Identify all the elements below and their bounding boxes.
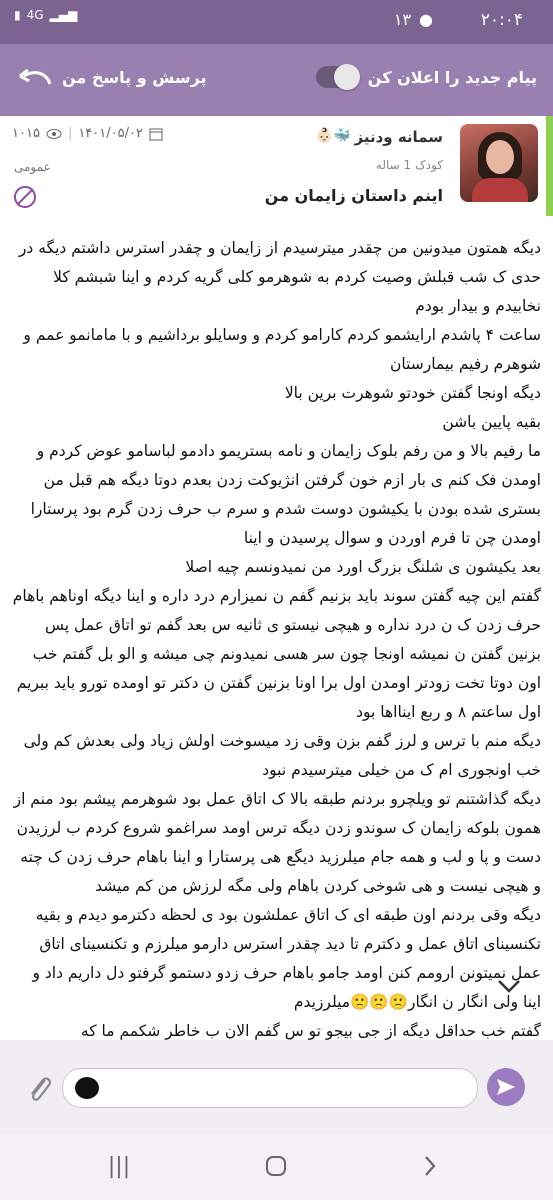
- ban-icon[interactable]: [14, 186, 36, 208]
- notify-label: پیام جدید را اعلان کن: [367, 67, 537, 87]
- message-input[interactable]: [62, 1068, 478, 1108]
- avatar-face: [486, 140, 514, 174]
- toggle-knob: [334, 64, 360, 90]
- send-icon: [496, 1078, 516, 1096]
- view-count: ۱۰۱۵: [12, 126, 40, 141]
- paragraph: ما رفیم بالا و من رفم بلوک زایمان و نامه بستریمو دادمو لباسامو عوض کردم و اومدن فک کنم ی بار ازم خون گرفتن انژیوکت زدن بعدم دوتا دیگه هم قبل من بستری شده بودن با یکیشون دوست شدم و سرم ب حرف زدن گرم بود پرستارا اومدن چن تا فرم اوردن و سوال پرسیدن و اینا: [30, 442, 541, 547]
- author-emoji: 🐳👶🏻: [315, 128, 351, 144]
- divider: |: [67, 126, 73, 141]
- status-bar: [0, 0, 553, 44]
- recents-button[interactable]: |||: [107, 1153, 131, 1179]
- accent-bar: [546, 116, 553, 216]
- notification-count: ۱۳: [393, 10, 412, 29]
- paperclip-icon[interactable]: [25, 1072, 55, 1108]
- post-meta: [12, 126, 163, 141]
- notify-toggle[interactable]: [316, 66, 358, 88]
- notification-area: [394, 10, 433, 29]
- chevron-down-icon[interactable]: [494, 972, 524, 1000]
- paragraph: ساعت ۴ پاشدم ارایشمو کردم کارامو کردم و وسایلو برداشیم و با مامانمو عمم و شوهرم رفیم بیمارستان: [23, 326, 541, 373]
- paragraph: دیگه منم با ترس و لرز گفم بزن وقی زد میسوخت اولش زیاد ولی بعدش کم ولی خب اونجوری ام ک من خیلی میترسیدم نبود: [23, 732, 541, 779]
- network-indicators: [14, 8, 77, 22]
- post-subject: اینم داستان زایمان من: [264, 186, 443, 205]
- paragraph: دیگه گذاشتنم تو ویلچرو بردنم طبقه بالا ک اتاق عمل بود شوهرمم پیشم بود منم از همون بلوکه زایمان ک سوندو زدن دیگه ترس اومد سراغمو شروع کردم ب لرزیدن دست و پا و لب و همه جام میلرزید دیگع هی پرستارا و اینا باهام حرف زدن ک چته و هیچی نیست و هی شوخی کردن باهام ولی مگه لرزش من کم میشد: [13, 790, 541, 895]
- emoji-icon[interactable]: [75, 1077, 99, 1099]
- avatar[interactable]: [460, 124, 538, 202]
- signal-icon: ▂▄▆: [49, 8, 78, 22]
- my-qa-label: پرسش و پاسخ من: [62, 67, 207, 87]
- battery-icon: ▮: [14, 8, 21, 22]
- post-header: [0, 116, 553, 217]
- paragraph: گفتم این چیه گفتن سوند باید بزنیم گفم ن نمیزارم درد داره و اینا دیگه اوناهم باهام حرف زدن ک ن درد نداره و هیچی نیستو ی ثانیه س بعد گفم تو اتاق عمل پس بزنین گفتن ن نمیشه اونجا چون سر هسی نمیدونم چی میشه و الو بل گفتم خب اون دوتا تخت زودتر اومدن اول برا اونا بزنین گفتن ن دکتر تو اومده تورو باید ببریم اول ساعتم ۸ و ربع اینااها بود: [12, 587, 541, 721]
- child-age: کودک 1 ساله: [375, 158, 443, 172]
- paragraph: بقیه پایین باشن: [442, 413, 541, 431]
- calendar-icon: [149, 127, 163, 141]
- app-bar: [0, 44, 553, 116]
- eye-icon: [46, 128, 62, 140]
- post-body: [0, 216, 553, 1040]
- paragraph: دیگه وقی بردنم اون طبقه ای ک اتاق عملشون بود ی لحظه دکترمو دیدم و بقیه تکنسینای اتاق عمل و دکترم تا دید چقدر استرس دارمو میلرزم و تکنسینای اتاق عمل نمیتونن ارومم کنن اومد جامو باهام حرف زدو دستمو گرفتو دل داریم داد و اینا ولی انگار ن انگار🙁🙁🙁میلرزیدم: [32, 906, 541, 1011]
- system-nav-bar: [0, 1135, 553, 1200]
- audience-label: عمومی: [14, 160, 51, 174]
- app-icon: ●: [419, 10, 433, 29]
- network-label: 4G: [26, 8, 44, 22]
- clock: ۲۰:۰۴: [480, 10, 523, 30]
- home-button[interactable]: [262, 1153, 290, 1179]
- send-button[interactable]: [487, 1068, 525, 1106]
- post-date: ۱۴۰۱/۰۵/۰۲: [78, 126, 143, 141]
- back-arrow-icon[interactable]: [18, 66, 52, 88]
- avatar-body: [472, 178, 528, 202]
- paragraph: گفتم خب حداقل دیگه از جی بیجو تو س گفم الان ب خاطر شکمم ما که: [80, 1022, 541, 1040]
- paragraph: دیگه اونجا گفتن خودتو شوهرت برین بالا: [284, 384, 541, 402]
- paragraph: بعد یکیشون ی شلنگ بزرگ اورد من نمیدونسم چیه اصلا: [185, 558, 541, 576]
- home-icon: [265, 1155, 287, 1177]
- back-group[interactable]: [18, 66, 207, 88]
- back-button[interactable]: [416, 1153, 444, 1179]
- author-row[interactable]: [316, 128, 443, 146]
- paragraph: دیگه همتون میدونین من چقدر میترسیدم از زایمان و چقدر استرس داشتم دیگه در حدی ک شب قبلش وصیت کردم به شوهرمو کلی گریه کردم و اینا شبشم کلا نخابیدم و بیدار بودم: [18, 239, 541, 315]
- message-composer: [0, 1040, 553, 1135]
- author-name: سمانه ودنیز: [354, 128, 443, 146]
- back-icon: [423, 1155, 437, 1177]
- notify-toggle-group[interactable]: [316, 66, 537, 88]
